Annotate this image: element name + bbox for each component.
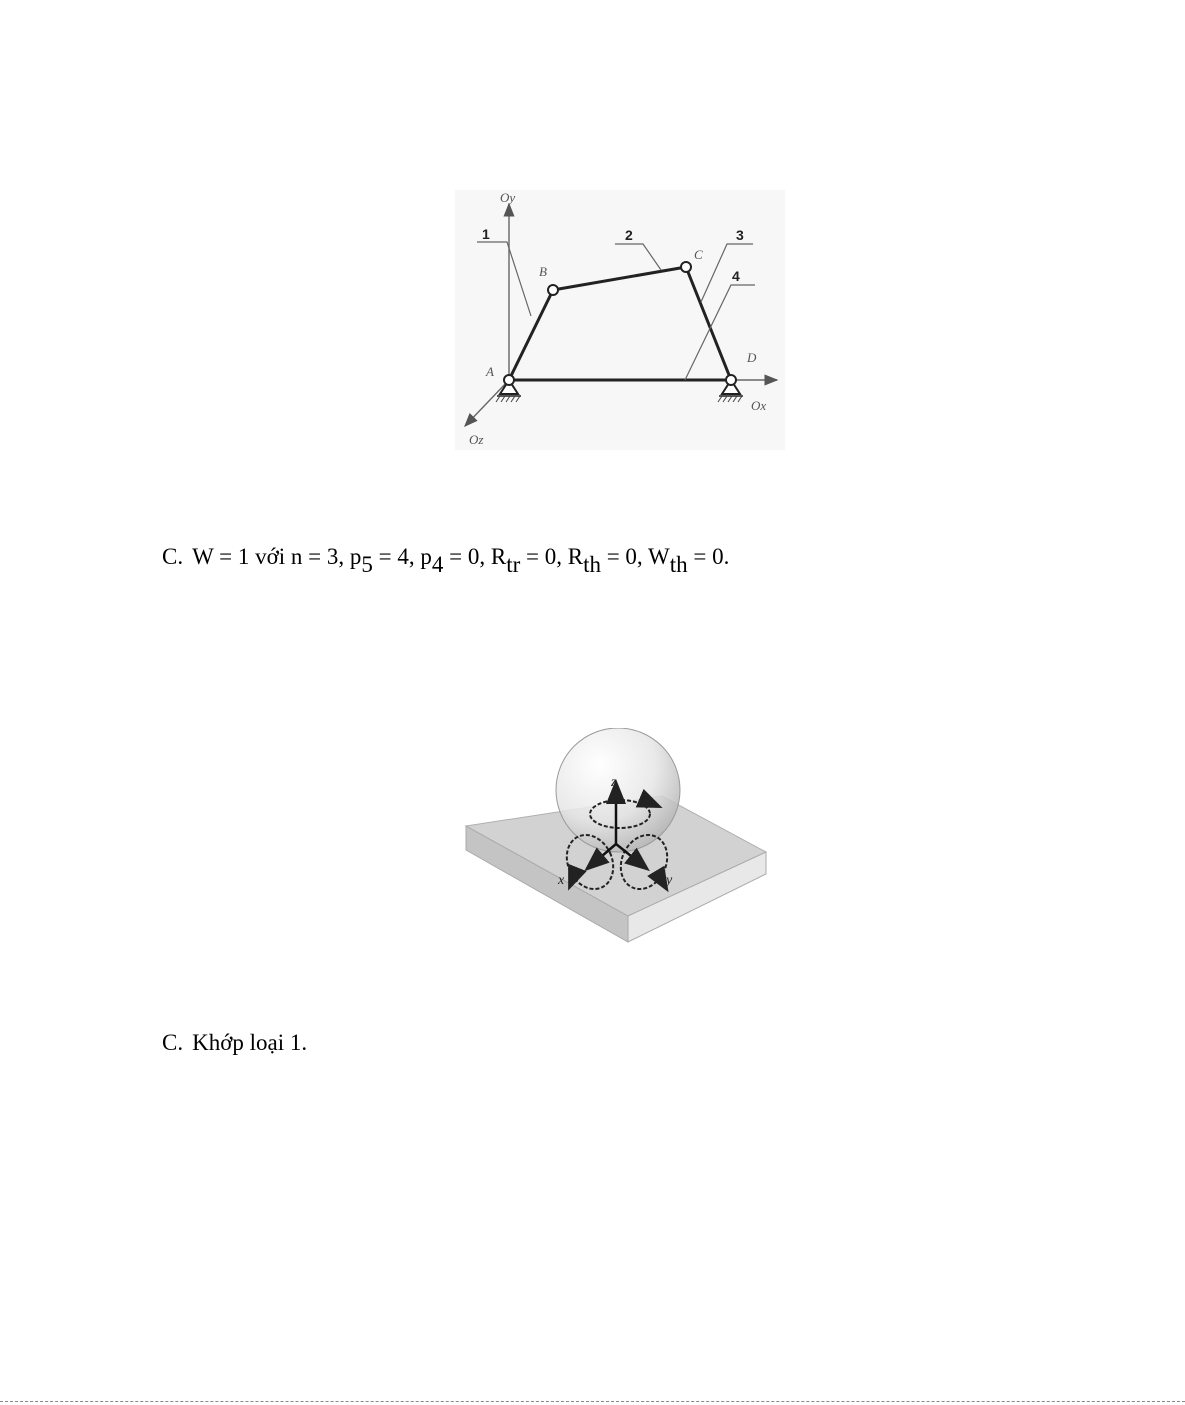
link-3-label: 3 [736,227,744,243]
linkage-figure [455,190,785,450]
sphere-on-plate-figure [462,728,770,946]
answer-option-c-2 [162,1029,307,1057]
joint-c [681,262,691,272]
point-b-label: B [539,264,547,279]
y-axis-label: Oy [500,190,516,205]
point-c-label: C [694,247,703,262]
z-axis-label: z [611,775,617,790]
point-d-label: D [747,350,757,365]
z-axis-label: Oz [469,432,484,447]
option-prefix: C. [162,544,184,569]
x-axis-label: Ox [751,398,767,413]
x-axis-label: x [558,873,565,888]
answer-text: Khớp loại 1. [192,1030,308,1055]
link-2-label: 2 [625,227,633,243]
y-axis-label: y [666,873,673,888]
sphere [556,728,680,852]
option-prefix: C. [162,1030,184,1055]
joint-b [548,285,558,295]
answer-option-c-1: C. W = 1 với n = 3, $p_5 = 4$, $p_4 = 0$, $R_{tr} = 0$, $R_{th} = 0$, $W_{th} = 0$. [162,544,730,577]
link-1-label: 1 [482,226,490,242]
link-4-label: 4 [732,268,740,284]
page-bottom-rule [0,1401,1185,1402]
point-a-label: A [486,364,494,379]
